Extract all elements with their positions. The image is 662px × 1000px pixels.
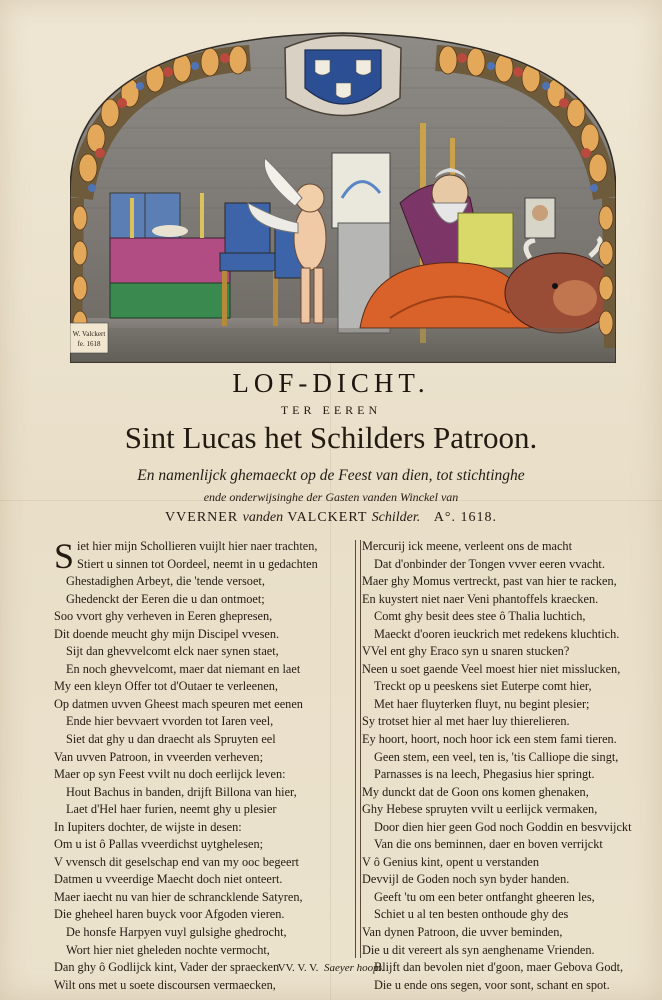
year: A°. 1618. <box>433 510 497 525</box>
author-first-name: VVERNER <box>165 510 239 525</box>
poem-line: Ende hier bevvaert vvorden tot Iaren veel, <box>66 714 274 729</box>
poem-line: V ô Genius kint, opent u verstanden <box>362 854 540 869</box>
poem-line: Maer ghy Momus vertreckt, past van hier te racken, <box>362 574 617 589</box>
poem-line: Dit doende meucht ghy mijn Discipel vvesen. <box>54 626 280 641</box>
title: LOF-DICHT. <box>232 368 430 398</box>
poem-line: En noch ghevvelcomt, maer dat niemant en laet <box>66 661 301 676</box>
poem-line: Schiet u al ten besten onthoude ghy des <box>374 907 569 922</box>
subtitle: TER EEREN <box>280 403 382 417</box>
closing-initials: VV. V. V. <box>277 962 319 974</box>
poem-line: Van dynen Patroon, die uvver beminden, <box>362 925 563 940</box>
poem-line: Devvijl de Goden noch syn byder handen. <box>362 872 570 887</box>
poem-line: Die gheheel haren buyck voor Afgoden vieren. <box>54 907 285 922</box>
poem-line: My dunckt dat de Goon ons komen ghenaken, <box>362 784 589 799</box>
poem-line: Ghestadighen Arbeyt, die 'tende versoet, <box>66 574 265 589</box>
poem-line: Om u ist ô Pallas vveerdichst uytghelesen; <box>54 837 264 852</box>
poem-line: Comt ghy besit dees stee ô Thalia luchtich, <box>374 609 586 624</box>
poem-line: Blijft dan bevolen niet d'goon, maer Gebova Godt, <box>374 960 624 975</box>
poem-line: In Iupiters dochter, de wijste in desen: <box>54 819 242 834</box>
plate-signature-date: fe. 1618 <box>77 340 101 348</box>
closing-signature <box>0 962 662 974</box>
plate-signature: W. Valckert <box>72 330 106 338</box>
column-divider <box>355 540 361 958</box>
poem-line: Die u ende ons segen, voor sont, schant en spot. <box>374 977 610 992</box>
poem-line: Ghy Hebese spruyten vvilt u eerlijck vermaken, <box>362 802 598 817</box>
poem-line: Dan ghy ô Godlijck kint, Vader der spraecken <box>54 960 280 975</box>
poem-line: Die u dit vereert als syn aenghename Vrienden. <box>362 942 595 957</box>
poem-line: Laet d'Hel haer furien, neemt ghy u plesier <box>66 802 277 817</box>
poem-line: Van die ons beminnen, daer en boven verrijckt <box>374 837 603 852</box>
author-surname: VALCKERT <box>287 510 368 525</box>
poem-left-column <box>54 538 354 994</box>
poem-line: Met haer fluyterken fluyt, nu begint plesier; <box>374 696 590 711</box>
poem-line: Datmen u vveerdige Maecht doch niet onteert. <box>54 872 283 887</box>
poem-line: Sy trotset hier al met haer luy thierelieren. <box>362 714 570 729</box>
poem-line: Maer iaecht nu van hier de schrancklende Satyren, <box>54 889 303 904</box>
drop-cap: S <box>54 536 75 576</box>
author-role: Schilder. <box>371 510 421 525</box>
author-line <box>0 510 662 526</box>
poem-line: En kuystert niet naer Veni phantoffels kraecken. <box>362 591 599 606</box>
poem-line: Maeckt d'ooren ieuckrich met redekens kluchtich. <box>374 626 620 641</box>
poem-line: Neen u soet gaende Veel moest hier niet misslucken, <box>362 661 621 676</box>
author-particle: vanden <box>242 510 284 525</box>
poem-right-column <box>362 538 657 994</box>
poem-line: Maer op syn Feest vvilt nu doch eerlijck leven: <box>54 767 286 782</box>
poem-line: Sijt dan ghevvelcomt elck naer synen staet, <box>66 644 279 659</box>
poem-line: My een kleyn Offer tot d'Outaer te verleenen, <box>54 679 278 694</box>
poem-line: Wort hier niet gheleden nochte vermocht, <box>66 942 270 957</box>
intro-line-1: En namenlijck ghemaeckt op de Feest van dien, tot stichtinghe <box>137 467 525 484</box>
poem-line: De honsfe Harpyen vuyl gulsighe ghedrocht, <box>66 925 287 940</box>
poem-line: Mercurij ick meene, verleent ons de macht <box>362 539 572 553</box>
poem-line: V vvensch dit geselschap end van my ooc begeert <box>54 854 299 869</box>
poem-line: Van uvven Patroon, in vveerden verheven; <box>54 749 263 764</box>
poem-line: Door dien hier geen God noch Goddin en besvvijckt <box>374 819 632 834</box>
poem-line: VVel ent ghy Eraco syn u snaren stucken? <box>362 644 570 659</box>
poem-line: Ghedenckt der Eeren die u dan ontmoet; <box>66 591 265 606</box>
intro-line-2: ende onderwijsinghe der Gasten vanden Winckel van <box>203 490 459 504</box>
poem-line: Wilt ons met u soete discoursen vermaecken, <box>54 977 276 992</box>
poem-line: Dat d'onbinder der Tongen vvver eeren vvacht. <box>374 556 605 571</box>
closing-motto: Saeyer hoopt. <box>323 962 385 974</box>
first-line-rest: iet hier mijn Schollieren vuijlt hier naer trachten, <box>77 539 318 553</box>
poem-line: Hout Bachus in banden, drijft Billona van hier, <box>66 784 297 799</box>
poem-line: Ey hoort, hoort, noch hoor ick een stem fami tieren. <box>362 732 617 747</box>
engraved-illustration <box>70 28 616 363</box>
poem-line: Soo vvort ghy verheven in Eeren ghepresen, <box>54 609 273 624</box>
poem-line: Geeft 'tu om een beter ontfanght gheeren les, <box>374 889 595 904</box>
poem-line: Op datmen uvven Gheest mach speuren met eenen <box>54 696 303 711</box>
poem-line: Siet dat ghy u dan draecht als Spruyten eel <box>66 732 276 747</box>
poem-line: Stiert u sinnen tot Oordeel, neemt in u gedachten <box>77 556 318 571</box>
main-heading: Sint Lucas het Schilders Patroon. <box>124 420 538 455</box>
poem-line: Treckt op u peeskens siet Euterpe comt hier, <box>374 679 592 694</box>
poem-line: Parnasses is na leech, Phegasius hier springt. <box>374 767 595 782</box>
poem-line: Geen stem, een veel, ten is, 'tis Calliope die singt, <box>374 749 619 764</box>
